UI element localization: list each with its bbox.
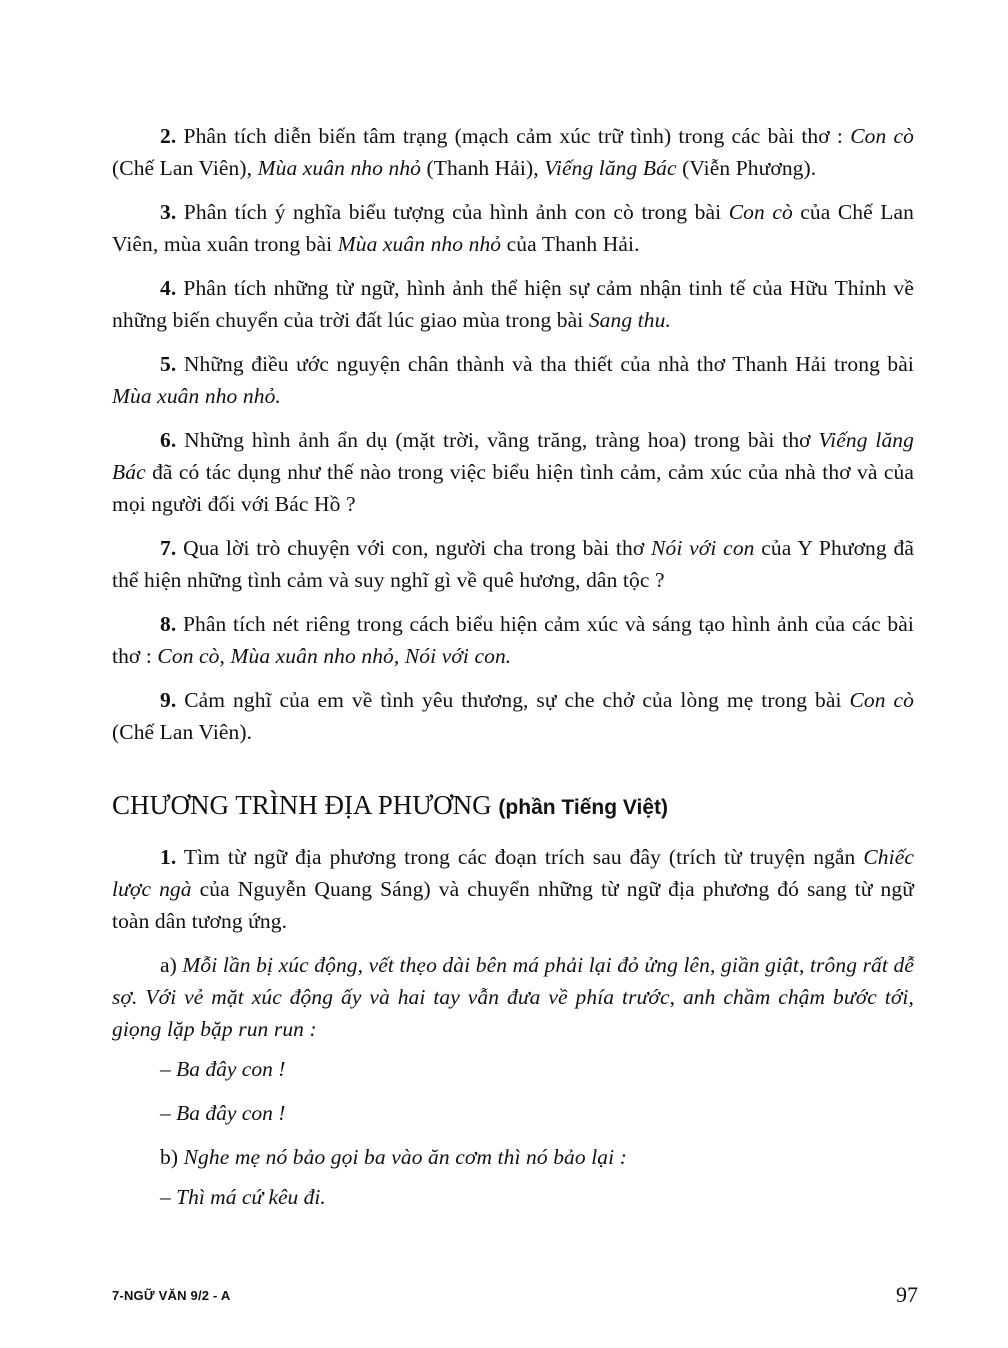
text-run: Tìm từ ngữ địa phương trong các đoạn trích sau đây (trích từ truyện ngắn	[176, 845, 864, 869]
work-title: Nói với con	[651, 536, 755, 560]
text-run: (Viễn Phương).	[676, 156, 817, 180]
question-number: 9.	[160, 688, 177, 712]
exercise-1	[112, 841, 914, 937]
work-title: Mùa xuân nho nhỏ	[337, 232, 502, 256]
question	[112, 532, 914, 596]
text-run: Những điều ước nguyện chân thành và tha thiết của nhà thơ Thanh Hải trong bài	[176, 352, 914, 376]
question	[112, 684, 914, 748]
question-number: 8.	[160, 612, 177, 636]
exercise-number: 1.	[160, 845, 177, 869]
question-number: 2.	[160, 124, 177, 148]
dialog-line: – Thì má cứ kêu đi.	[160, 1185, 326, 1209]
dialog-line: – Ba đây con !	[160, 1057, 286, 1081]
question-number: 5.	[160, 352, 177, 376]
question	[112, 424, 914, 520]
excerpt-a	[112, 949, 914, 1045]
text-run: Những hình ảnh ẩn dụ (mặt trời, vầng trăng, tràng hoa) trong bài thơ	[176, 428, 819, 452]
text-run: Phân tích những từ ngữ, hình ảnh thể hiện sự cảm nhận tinh tế của Hữu Thỉnh về những biến chuyển của trời đất lúc giao mùa trong bài	[112, 276, 914, 332]
excerpt-b	[112, 1141, 914, 1173]
question-number: 4.	[160, 276, 177, 300]
text-run: của Nguyễn Quang Sáng) và chuyển những từ ngữ địa phương đó sang từ ngữ toàn dân tương ứng.	[112, 877, 914, 933]
work-title: Chiếc lược ngà	[112, 845, 914, 901]
work-title: Con cò	[850, 124, 915, 148]
text-run: của Thanh Hải.	[501, 232, 640, 256]
question	[112, 608, 914, 672]
text-run: Phân tích diễn biến tâm trạng (mạch cảm xúc trữ tình) trong các bài thơ :	[176, 124, 851, 148]
question	[112, 120, 914, 184]
work-title: Mùa xuân nho nhỏ.	[112, 384, 281, 408]
text-run: Cảm nghĩ của em về tình yêu thương, sự che chở của lòng mẹ trong bài	[176, 688, 850, 712]
section-subtitle: (phần Tiếng Việt)	[498, 796, 668, 819]
text-run: của Chế Lan Viên, mùa xuân trong bài	[112, 200, 914, 256]
work-title: Viếng lăng Bác	[544, 156, 677, 180]
excerpt-a-text: Mỗi lần bị xúc động, vết thẹo dài bên má phải lại đỏ ửng lên, giần giật, trông rất dễ sợ. Với vẻ mặt xúc động ấy và hai tay vẫn đưa về phía trước, anh chầm chậm bước tới, giọng lặp bặp run run :	[112, 953, 914, 1041]
excerpt-a-label: a)	[160, 953, 177, 977]
text-run: (Chế Lan Viên),	[112, 156, 258, 180]
question	[112, 272, 914, 336]
work-title: Viếng lăng Bác	[112, 428, 915, 484]
review-questions	[112, 120, 914, 748]
excerpt-b-label: b)	[160, 1145, 179, 1169]
text-run: của Y Phương đã thể hiện những tình cảm và suy nghĩ gì về quê hương, dân tộc ?	[112, 536, 914, 592]
page-footer	[112, 1282, 918, 1312]
text-run: Phân tích nét riêng trong cách biểu hiện cảm xúc và sáng tạo hình ảnh của các bài thơ :	[112, 612, 914, 668]
page-number: 97	[896, 1282, 918, 1307]
work-title: Mùa xuân nho nhỏ	[257, 156, 422, 180]
work-title: Con cò	[849, 688, 915, 712]
work-title: Con cò	[728, 200, 793, 224]
question-number: 7.	[160, 536, 177, 560]
book-code: 7-NGỮ VĂN 9/2 - A	[112, 1288, 231, 1303]
section-title: CHƯƠNG TRÌNH ĐỊA PHƯƠNG	[112, 790, 492, 820]
question	[112, 348, 914, 412]
work-title: Con cò, Mùa xuân nho nhỏ, Nói với con.	[157, 644, 512, 668]
section-heading	[112, 788, 914, 825]
dialog-line: – Ba đây con !	[160, 1101, 286, 1125]
text-run: Qua lời trò chuyện với con, người cha trong bài thơ	[176, 536, 652, 560]
work-title: Sang thu.	[588, 308, 671, 332]
question-number: 3.	[160, 200, 177, 224]
excerpt-b-text: Nghe mẹ nó bảo gọi ba vào ăn cơm thì nó bảo lại :	[183, 1145, 627, 1169]
text-run: đã có tác dụng như thế nào trong việc biểu hiện tình cảm, cảm xúc của nhà thơ và của mọi người đối với Bác Hồ ?	[112, 460, 914, 516]
text-run: Phân tích ý nghĩa biểu tượng của hình ảnh con cò trong bài	[176, 200, 729, 224]
question-number: 6.	[160, 428, 177, 452]
question	[112, 196, 914, 260]
text-run: (Thanh Hải),	[421, 156, 545, 180]
text-run: (Chế Lan Viên).	[112, 720, 253, 744]
page-body	[112, 120, 914, 1225]
